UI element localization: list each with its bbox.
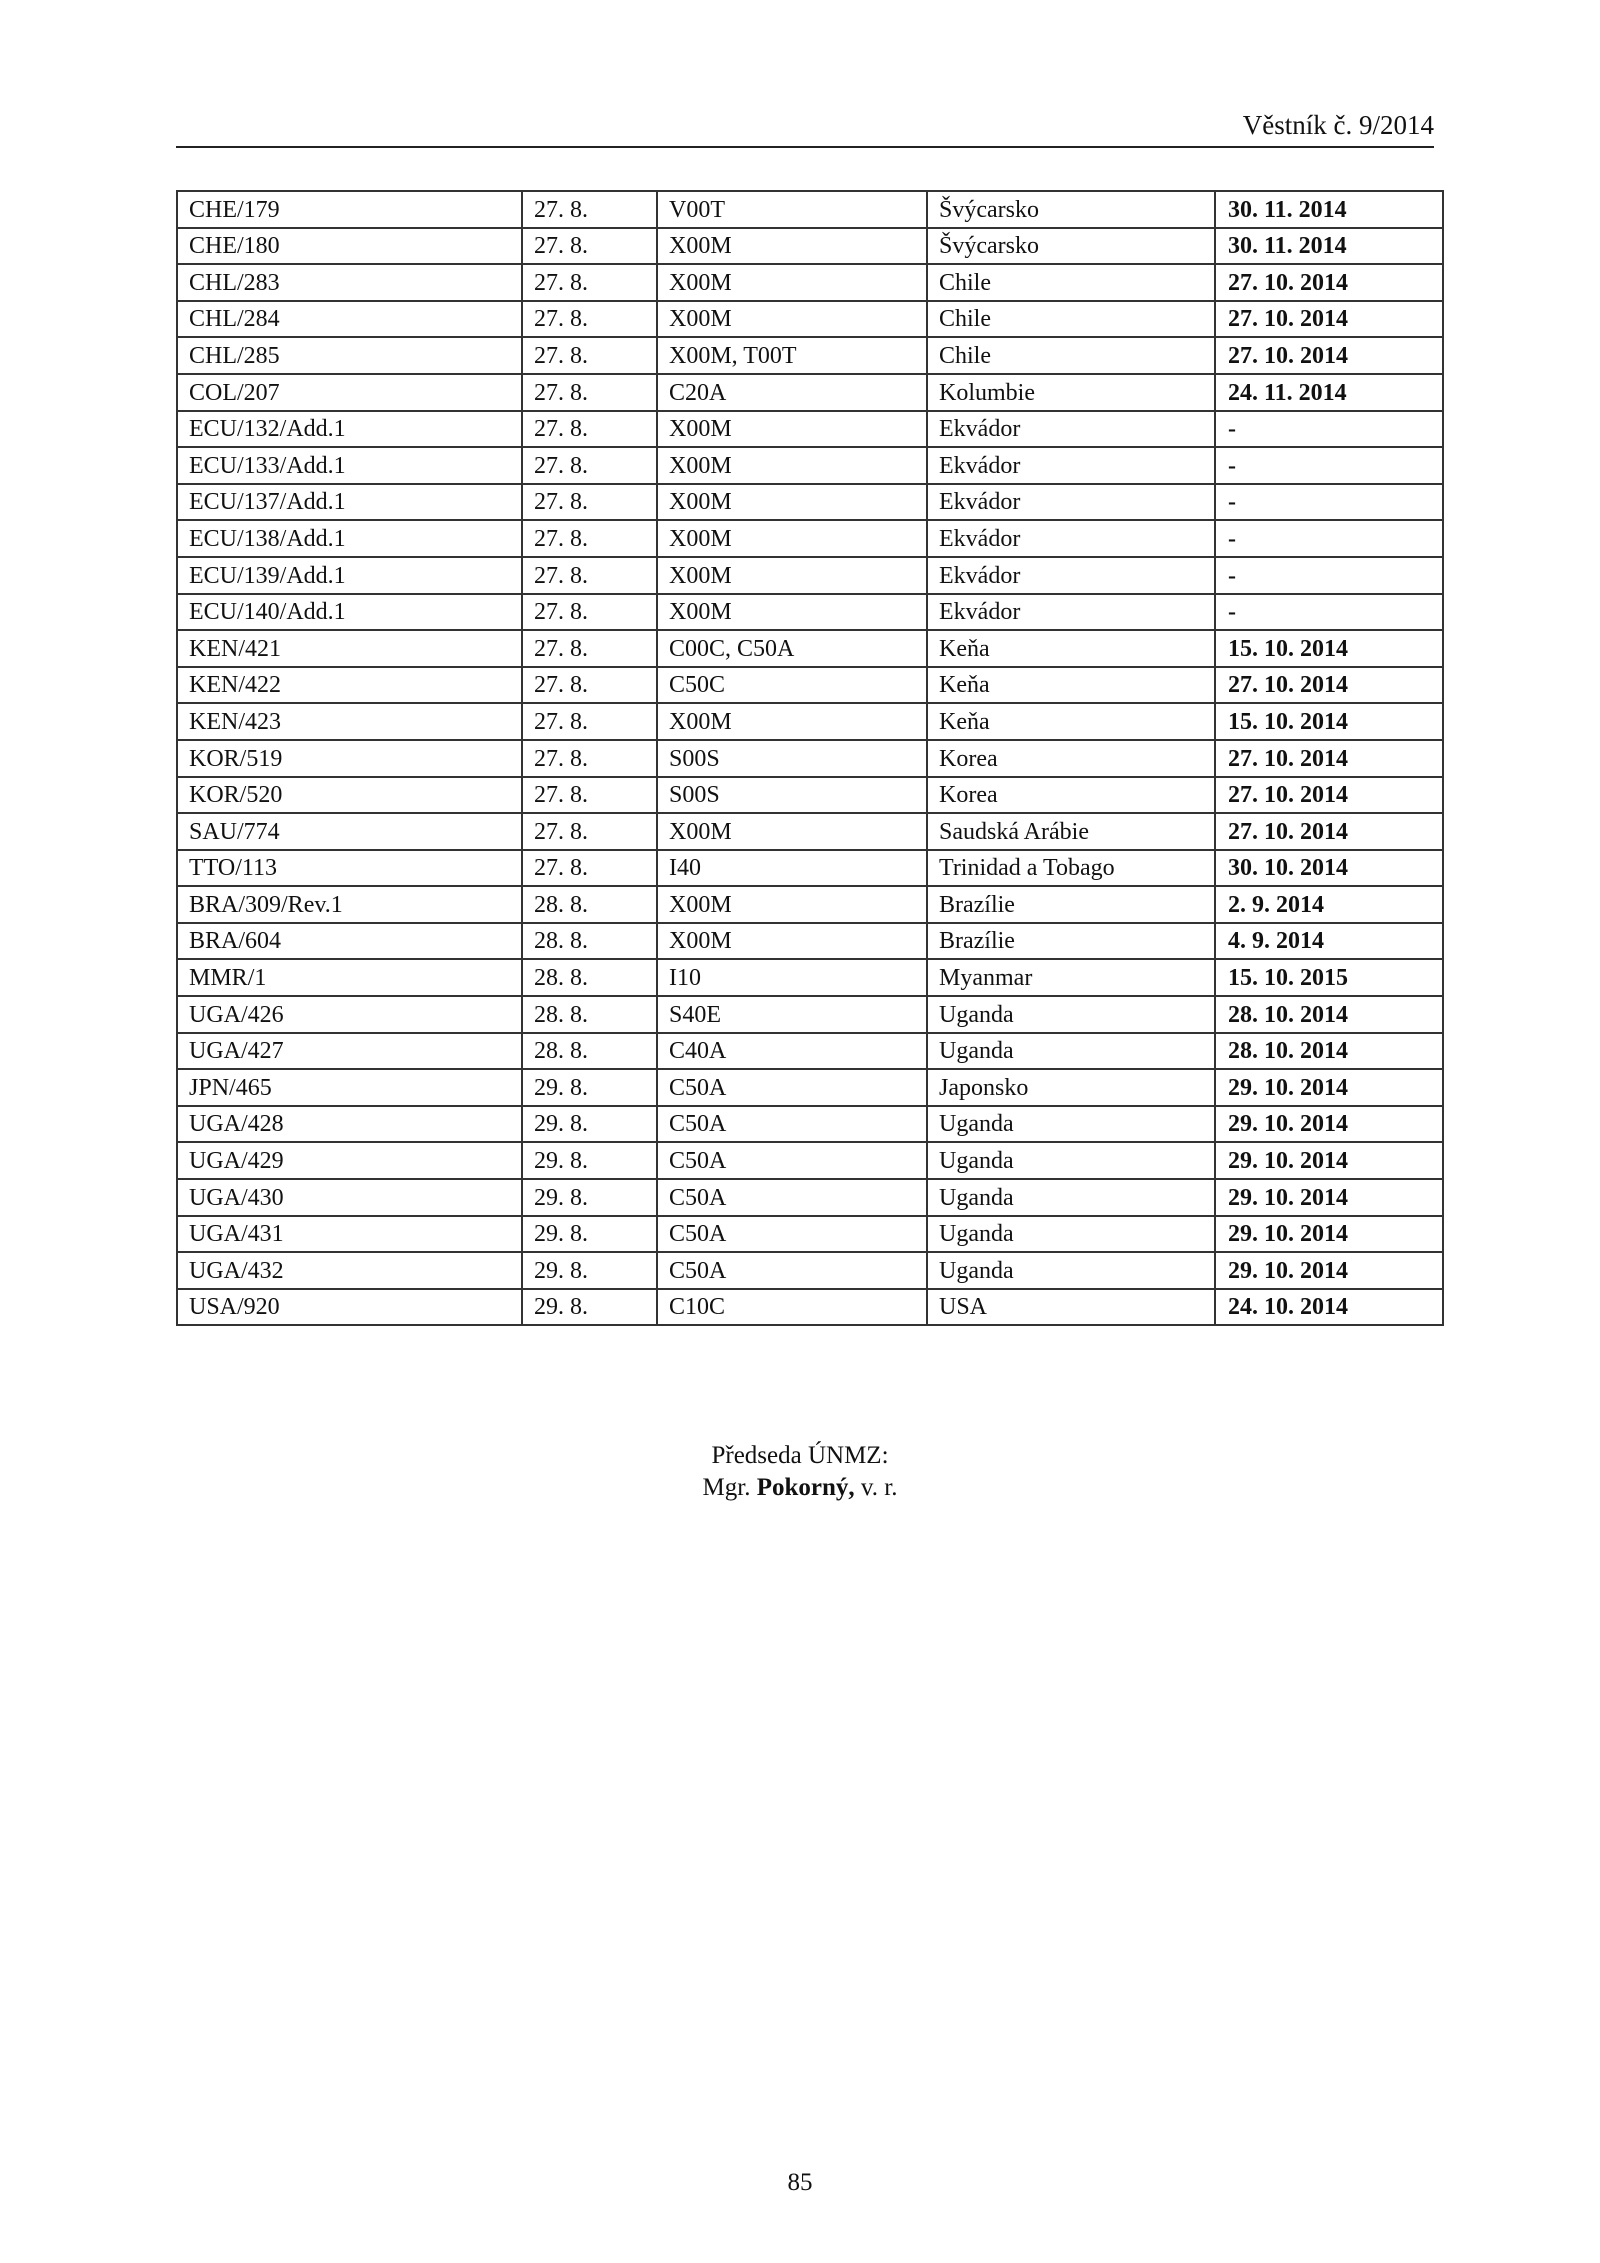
table-row [177, 557, 1443, 594]
notification-date-cell: 27. 8. [522, 703, 657, 740]
document-code-cell: COL/207 [177, 374, 522, 411]
document-code-cell: CHL/283 [177, 264, 522, 301]
table-row [177, 1289, 1443, 1326]
country-cell: Trinidad a Tobago [927, 850, 1215, 887]
table-row [177, 667, 1443, 704]
country-cell: Ekvádor [927, 411, 1215, 448]
country-cell: Japonsko [927, 1069, 1215, 1106]
country-cell: Myanmar [927, 959, 1215, 996]
document-code-cell: CHL/285 [177, 337, 522, 374]
table-row [177, 1216, 1443, 1253]
product-code-cell: C50A [657, 1142, 927, 1179]
notification-date-cell: 27. 8. [522, 850, 657, 887]
product-code-cell: C50A [657, 1216, 927, 1253]
product-code-cell: X00M [657, 228, 927, 265]
country-cell: Korea [927, 740, 1215, 777]
product-code-cell: X00M [657, 484, 927, 521]
table-row [177, 886, 1443, 923]
comment-deadline-cell: 30. 11. 2014 [1215, 191, 1443, 228]
comment-deadline-cell: 28. 10. 2014 [1215, 1033, 1443, 1070]
page-header [176, 108, 1434, 148]
notification-date-cell: 27. 8. [522, 374, 657, 411]
document-code-cell: KEN/422 [177, 667, 522, 704]
product-code-cell: X00M [657, 411, 927, 448]
document-code-cell: ECU/139/Add.1 [177, 557, 522, 594]
document-code-cell: KEN/421 [177, 630, 522, 667]
comment-deadline-cell: 29. 10. 2014 [1215, 1216, 1443, 1253]
table-row [177, 191, 1443, 228]
comment-deadline-cell: - [1215, 447, 1443, 484]
country-cell: Chile [927, 301, 1215, 338]
signature-name-line [0, 1472, 1600, 1504]
notification-date-cell: 28. 8. [522, 959, 657, 996]
country-cell: Saudská Arábie [927, 813, 1215, 850]
notification-date-cell: 27. 8. [522, 630, 657, 667]
notification-date-cell: 27. 8. [522, 191, 657, 228]
document-code-cell: ECU/138/Add.1 [177, 520, 522, 557]
document-code-cell: UGA/427 [177, 1033, 522, 1070]
comment-deadline-cell: - [1215, 557, 1443, 594]
signature-title: Mgr. [702, 1474, 751, 1501]
product-code-cell: S00S [657, 740, 927, 777]
product-code-cell: S00S [657, 777, 927, 814]
product-code-cell: X00M [657, 886, 927, 923]
comment-deadline-cell: 29. 10. 2014 [1215, 1142, 1443, 1179]
document-code-cell: UGA/426 [177, 996, 522, 1033]
notification-date-cell: 29. 8. [522, 1252, 657, 1289]
country-cell: Ekvádor [927, 484, 1215, 521]
comment-deadline-cell: 29. 10. 2014 [1215, 1106, 1443, 1143]
table-row [177, 520, 1443, 557]
table-row [177, 374, 1443, 411]
document-code-cell: ECU/140/Add.1 [177, 594, 522, 631]
product-code-cell: C50A [657, 1179, 927, 1216]
notification-date-cell: 27. 8. [522, 594, 657, 631]
journal-issue-title: Věstník č. 9/2014 [1242, 110, 1434, 140]
country-cell: Švýcarsko [927, 228, 1215, 265]
notification-date-cell: 29. 8. [522, 1106, 657, 1143]
country-cell: Ekvádor [927, 520, 1215, 557]
document-code-cell: ECU/137/Add.1 [177, 484, 522, 521]
notification-date-cell: 28. 8. [522, 1033, 657, 1070]
comment-deadline-cell: 2. 9. 2014 [1215, 886, 1443, 923]
country-cell: Ekvádor [927, 447, 1215, 484]
country-cell: Uganda [927, 1106, 1215, 1143]
notification-date-cell: 27. 8. [522, 264, 657, 301]
comment-deadline-cell: 15. 10. 2014 [1215, 630, 1443, 667]
country-cell: Keňa [927, 703, 1215, 740]
product-code-cell: X00M [657, 703, 927, 740]
signature-name: Pokorný, [756, 1474, 855, 1501]
country-cell: Švýcarsko [927, 191, 1215, 228]
table-row [177, 777, 1443, 814]
document-code-cell: UGA/430 [177, 1179, 522, 1216]
country-cell: USA [927, 1289, 1215, 1326]
comment-deadline-cell: 27. 10. 2014 [1215, 813, 1443, 850]
document-code-cell: KOR/519 [177, 740, 522, 777]
notification-date-cell: 27. 8. [522, 777, 657, 814]
notification-date-cell: 27. 8. [522, 228, 657, 265]
table-row [177, 850, 1443, 887]
country-cell: Ekvádor [927, 557, 1215, 594]
country-cell: Uganda [927, 1252, 1215, 1289]
document-code-cell: ECU/133/Add.1 [177, 447, 522, 484]
document-code-cell: SAU/774 [177, 813, 522, 850]
product-code-cell: C20A [657, 374, 927, 411]
product-code-cell: C50C [657, 667, 927, 704]
comment-deadline-cell: 15. 10. 2015 [1215, 959, 1443, 996]
comment-deadline-cell: - [1215, 594, 1443, 631]
signature-role: Předseda ÚNMZ: [711, 1442, 889, 1469]
comment-deadline-cell: 29. 10. 2014 [1215, 1252, 1443, 1289]
document-code-cell: USA/920 [177, 1289, 522, 1326]
table-row [177, 740, 1443, 777]
document-code-cell: BRA/604 [177, 923, 522, 960]
country-cell: Keňa [927, 630, 1215, 667]
comment-deadline-cell: - [1215, 520, 1443, 557]
product-code-cell: S40E [657, 996, 927, 1033]
notification-table [176, 190, 1444, 1326]
table-row [177, 1069, 1443, 1106]
country-cell: Chile [927, 264, 1215, 301]
table-row [177, 337, 1443, 374]
table-row [177, 1142, 1443, 1179]
comment-deadline-cell: 27. 10. 2014 [1215, 301, 1443, 338]
product-code-cell: C50A [657, 1252, 927, 1289]
table-row [177, 959, 1443, 996]
table-row [177, 484, 1443, 521]
notification-date-cell: 27. 8. [522, 813, 657, 850]
document-code-cell: BRA/309/Rev.1 [177, 886, 522, 923]
table-row [177, 630, 1443, 667]
country-cell: Uganda [927, 1179, 1215, 1216]
product-code-cell: X00M [657, 813, 927, 850]
notification-date-cell: 27. 8. [522, 447, 657, 484]
comment-deadline-cell: 29. 10. 2014 [1215, 1179, 1443, 1216]
comment-deadline-cell: 30. 11. 2014 [1215, 228, 1443, 265]
document-code-cell: MMR/1 [177, 959, 522, 996]
country-cell: Chile [927, 337, 1215, 374]
notification-date-cell: 27. 8. [522, 557, 657, 594]
country-cell: Uganda [927, 1033, 1215, 1070]
notification-date-cell: 27. 8. [522, 484, 657, 521]
document-code-cell: ECU/132/Add.1 [177, 411, 522, 448]
notification-date-cell: 28. 8. [522, 886, 657, 923]
country-cell: Uganda [927, 996, 1215, 1033]
document-code-cell: UGA/428 [177, 1106, 522, 1143]
notification-table-body [177, 191, 1443, 1325]
comment-deadline-cell: 4. 9. 2014 [1215, 923, 1443, 960]
country-cell: Keňa [927, 667, 1215, 704]
table-row [177, 996, 1443, 1033]
table-row [177, 1252, 1443, 1289]
comment-deadline-cell: 24. 11. 2014 [1215, 374, 1443, 411]
product-code-cell: I10 [657, 959, 927, 996]
product-code-cell: C00C, C50A [657, 630, 927, 667]
notification-date-cell: 29. 8. [522, 1289, 657, 1326]
document-code-cell: CHE/180 [177, 228, 522, 265]
product-code-cell: X00M [657, 557, 927, 594]
product-code-cell: X00M [657, 301, 927, 338]
document-code-cell: KOR/520 [177, 777, 522, 814]
comment-deadline-cell: 27. 10. 2014 [1215, 337, 1443, 374]
comment-deadline-cell: 27. 10. 2014 [1215, 264, 1443, 301]
notification-date-cell: 29. 8. [522, 1216, 657, 1253]
notification-date-cell: 28. 8. [522, 923, 657, 960]
comment-deadline-cell: - [1215, 484, 1443, 521]
product-code-cell: C40A [657, 1033, 927, 1070]
country-cell: Kolumbie [927, 374, 1215, 411]
comment-deadline-cell: 27. 10. 2014 [1215, 777, 1443, 814]
product-code-cell: C50A [657, 1106, 927, 1143]
notification-date-cell: 27. 8. [522, 337, 657, 374]
product-code-cell: X00M [657, 520, 927, 557]
comment-deadline-cell: 29. 10. 2014 [1215, 1069, 1443, 1106]
comment-deadline-cell: 27. 10. 2014 [1215, 667, 1443, 704]
product-code-cell: C10C [657, 1289, 927, 1326]
table-row [177, 264, 1443, 301]
document-code-cell: KEN/423 [177, 703, 522, 740]
document-code-cell: CHL/284 [177, 301, 522, 338]
product-code-cell: X00M [657, 447, 927, 484]
document-code-cell: UGA/429 [177, 1142, 522, 1179]
country-cell: Ekvádor [927, 594, 1215, 631]
product-code-cell: X00M [657, 923, 927, 960]
comment-deadline-cell: 30. 10. 2014 [1215, 850, 1443, 887]
table-row [177, 1033, 1443, 1070]
comment-deadline-cell: - [1215, 411, 1443, 448]
notification-date-cell: 27. 8. [522, 301, 657, 338]
country-cell: Uganda [927, 1142, 1215, 1179]
notification-date-cell: 29. 8. [522, 1069, 657, 1106]
comment-deadline-cell: 28. 10. 2014 [1215, 996, 1443, 1033]
comment-deadline-cell: 27. 10. 2014 [1215, 740, 1443, 777]
notification-date-cell: 27. 8. [522, 520, 657, 557]
signature-suffix: v. r. [860, 1474, 898, 1501]
table-row [177, 447, 1443, 484]
table-row [177, 923, 1443, 960]
page-number: 85 [787, 2169, 813, 2196]
document-code-cell: TTO/113 [177, 850, 522, 887]
table-row [177, 813, 1443, 850]
country-cell: Uganda [927, 1216, 1215, 1253]
product-code-cell: X00M [657, 264, 927, 301]
notification-date-cell: 28. 8. [522, 996, 657, 1033]
document-code-cell: CHE/179 [177, 191, 522, 228]
document-code-cell: UGA/432 [177, 1252, 522, 1289]
country-cell: Brazílie [927, 886, 1215, 923]
product-code-cell: V00T [657, 191, 927, 228]
signature-block [0, 1440, 1600, 1504]
comment-deadline-cell: 24. 10. 2014 [1215, 1289, 1443, 1326]
table-row [177, 228, 1443, 265]
document-code-cell: UGA/431 [177, 1216, 522, 1253]
product-code-cell: I40 [657, 850, 927, 887]
product-code-cell: X00M [657, 594, 927, 631]
country-cell: Korea [927, 777, 1215, 814]
document-code-cell: JPN/465 [177, 1069, 522, 1106]
notification-date-cell: 27. 8. [522, 667, 657, 704]
table-row [177, 1106, 1443, 1143]
table-row [177, 594, 1443, 631]
notification-table-container [176, 190, 1444, 1326]
notification-date-cell: 29. 8. [522, 1179, 657, 1216]
product-code-cell: C50A [657, 1069, 927, 1106]
notification-date-cell: 29. 8. [522, 1142, 657, 1179]
table-row [177, 703, 1443, 740]
country-cell: Brazílie [927, 923, 1215, 960]
table-row [177, 1179, 1443, 1216]
table-row [177, 411, 1443, 448]
table-row [177, 301, 1443, 338]
comment-deadline-cell: 15. 10. 2014 [1215, 703, 1443, 740]
notification-date-cell: 27. 8. [522, 740, 657, 777]
product-code-cell: X00M, T00T [657, 337, 927, 374]
notification-date-cell: 27. 8. [522, 411, 657, 448]
